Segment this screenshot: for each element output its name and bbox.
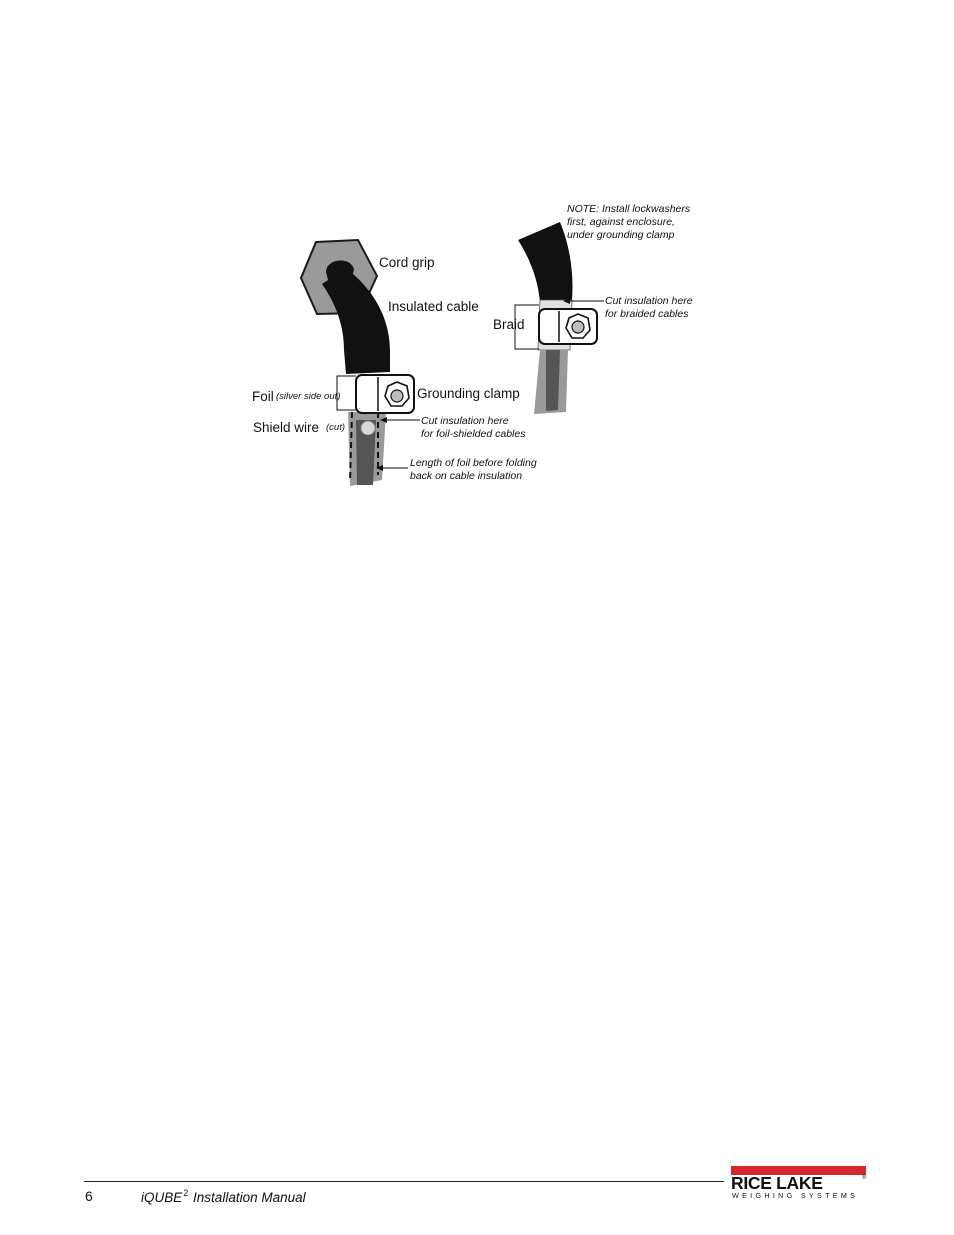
braided-cable [518,222,573,302]
foil-length-label: Length of foil before folding back on cable insulation [410,457,537,482]
cable-grounding-diagram [0,0,954,560]
insulated-cable [322,268,390,374]
shield-wire-label: Shield wire [253,420,320,435]
footer-rule [84,1181,724,1182]
manual-title [141,1188,306,1205]
lockwasher-note: NOTE: Install lockwashers first, against enclosure, under grounding clamp [567,203,691,241]
page-number: 6 [85,1188,93,1204]
manual-product: iQUBE [141,1190,183,1205]
grounding-clamp-label: Grounding clamp [417,386,520,401]
logo-registered: ® [862,1175,867,1181]
logo-tagline: WEIGHING SYSTEMS [732,1191,859,1200]
insulated-cable-label: Insulated cable [388,299,479,314]
shield-note: (cut) [326,422,345,433]
foil-label: Foil [252,389,274,404]
logo-name: RICE LAKE [731,1173,823,1193]
manual-superscript: 2 [183,1188,189,1198]
manual-suffix: Installation Manual [193,1190,306,1205]
foil-note: (silver side out) [276,391,341,402]
cut-braid-label: Cut insulation here for braided cables [605,295,693,320]
braid-label: Braid [493,317,525,332]
cut-foil-label: Cut insulation here for foil-shielded cables [421,415,526,440]
cord-grip-label: Cord grip [379,255,435,270]
rice-lake-logo [731,1166,868,1200]
